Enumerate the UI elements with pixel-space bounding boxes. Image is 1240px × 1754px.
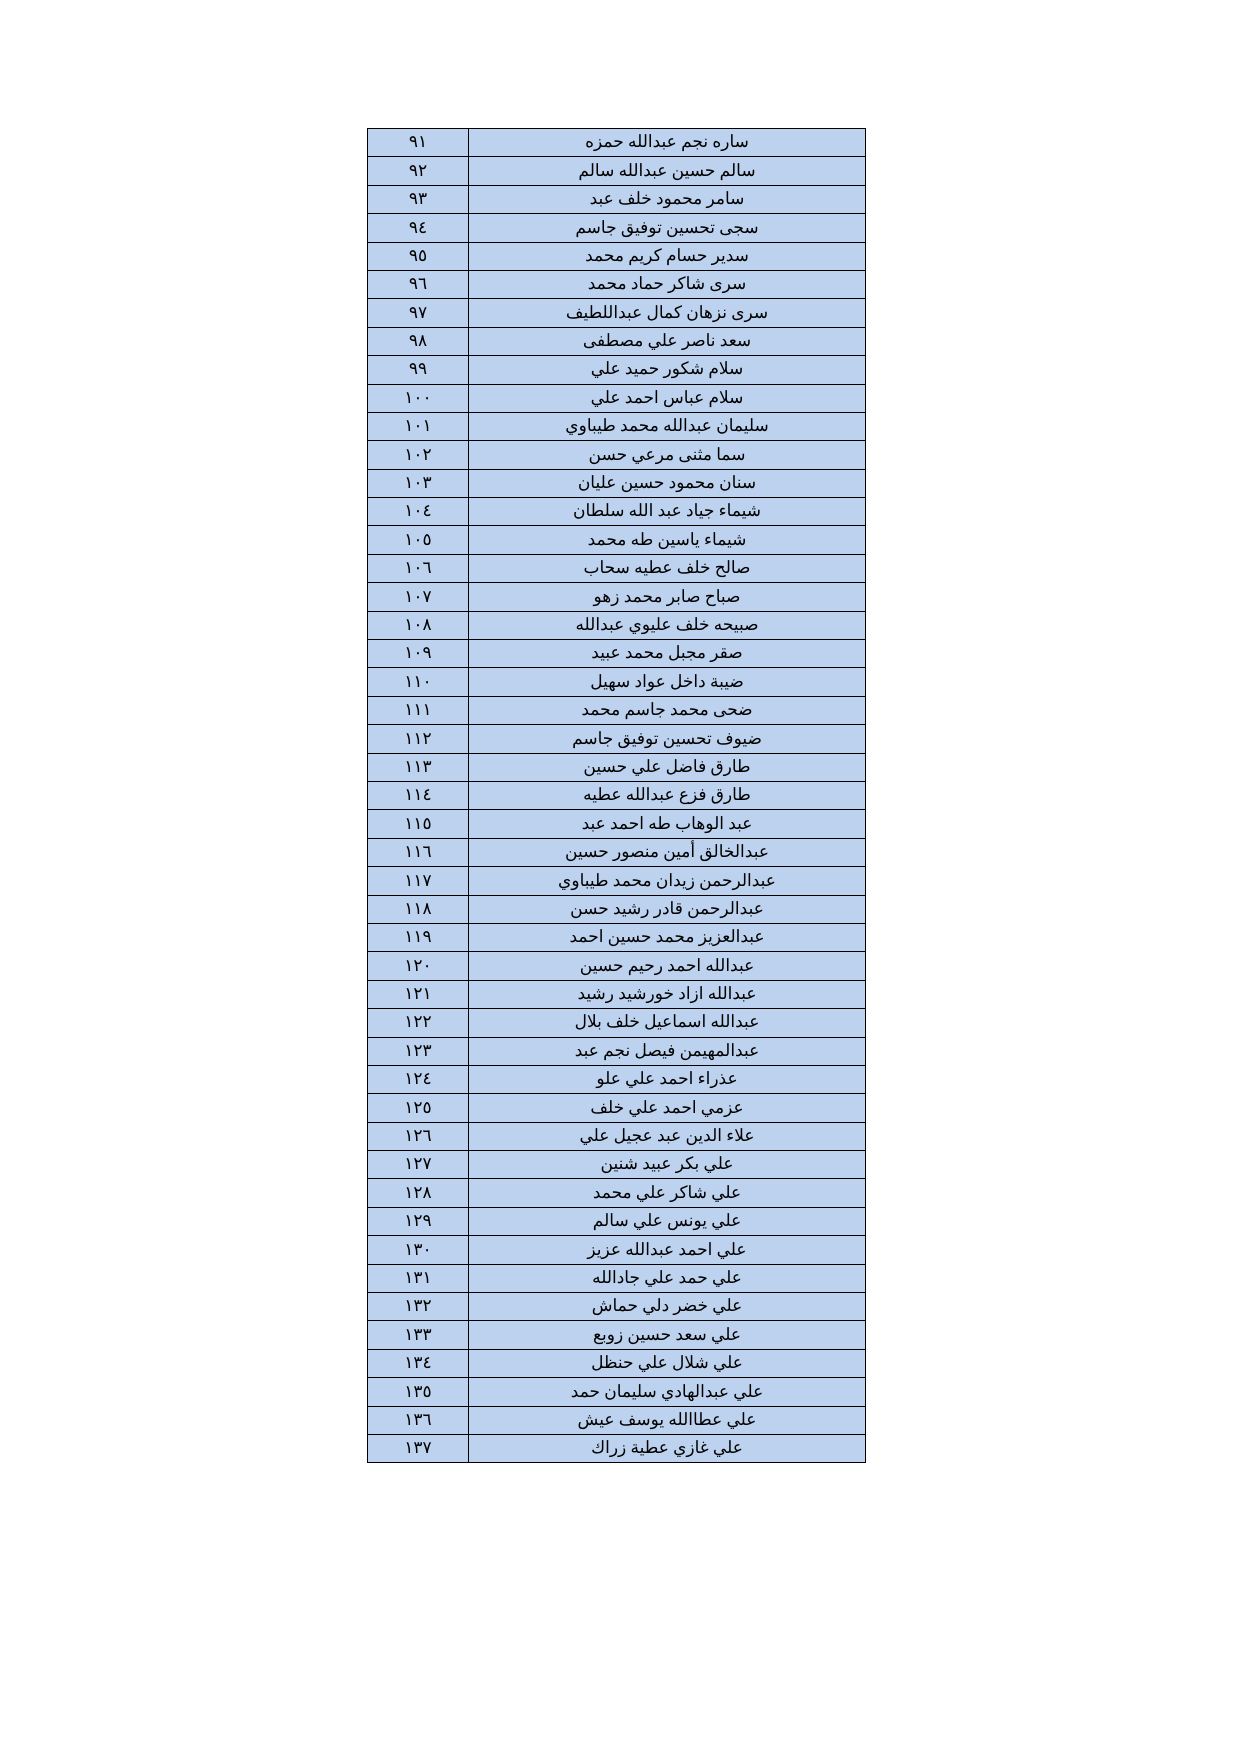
table-row: [368, 1151, 866, 1179]
table-row: [368, 696, 866, 724]
cell-number: ١١٤: [368, 781, 469, 809]
cell-number: ٩٨: [368, 327, 469, 355]
table-row: [368, 611, 866, 639]
cell-number: ١٣٣: [368, 1321, 469, 1349]
table-row: [368, 1065, 866, 1093]
table-row: [368, 1236, 866, 1264]
table-row: [368, 923, 866, 951]
cell-name: سرى نزهان كمال عبداللطيف: [469, 299, 866, 327]
table-row: [368, 1037, 866, 1065]
table-row: [368, 356, 866, 384]
cell-name: عذراء احمد علي علو: [469, 1065, 866, 1093]
table-row: [368, 327, 866, 355]
cell-name: علي شاكر علي محمد: [469, 1179, 866, 1207]
cell-name: سلام عباس احمد علي: [469, 384, 866, 412]
cell-name: علاء الدين عبد عجيل علي: [469, 1122, 866, 1150]
table-row: [368, 640, 866, 668]
table-row: [368, 242, 866, 270]
cell-name: ساره نجم عبدالله حمزه: [469, 129, 866, 157]
cell-number: ١٠٩: [368, 640, 469, 668]
cell-number: ١٠٥: [368, 526, 469, 554]
cell-name: سنان محمود حسين عليان: [469, 469, 866, 497]
cell-number: ١٣٧: [368, 1434, 469, 1462]
cell-name: صالح خلف عطيه سحاب: [469, 554, 866, 582]
cell-name: علي سعد حسين زوبع: [469, 1321, 866, 1349]
cell-number: ١١٥: [368, 810, 469, 838]
table-row: [368, 1406, 866, 1434]
cell-number: ١٠٠: [368, 384, 469, 412]
table-row: [368, 554, 866, 582]
cell-number: ١١١: [368, 696, 469, 724]
table-row: [368, 1207, 866, 1235]
table-row: [368, 781, 866, 809]
table-row: [368, 1378, 866, 1406]
names-table-body: [368, 129, 866, 1463]
cell-number: ١٠٧: [368, 583, 469, 611]
cell-name: علي عطاالله يوسف عيش: [469, 1406, 866, 1434]
cell-name: سدير حسام كريم محمد: [469, 242, 866, 270]
cell-number: ١١٣: [368, 753, 469, 781]
cell-name: شيماء ياسين طه محمد: [469, 526, 866, 554]
cell-number: ١٢٥: [368, 1094, 469, 1122]
table-row: [368, 867, 866, 895]
table-row: [368, 1321, 866, 1349]
cell-number: ٩٦: [368, 270, 469, 298]
cell-name: سامر محمود خلف عبد: [469, 185, 866, 213]
table-row: [368, 753, 866, 781]
cell-number: ١٠٦: [368, 554, 469, 582]
cell-number: ١٠٣: [368, 469, 469, 497]
table-row: [368, 810, 866, 838]
cell-number: ١٢٤: [368, 1065, 469, 1093]
cell-number: ١١٦: [368, 838, 469, 866]
cell-number: ١٣٥: [368, 1378, 469, 1406]
cell-name: عبدالعزيز محمد حسين احمد: [469, 923, 866, 951]
cell-number: ١٠٢: [368, 441, 469, 469]
cell-name: سالم حسين عبدالله سالم: [469, 157, 866, 185]
cell-name: علي احمد عبدالله عزيز: [469, 1236, 866, 1264]
cell-number: ١٣٤: [368, 1349, 469, 1377]
cell-name: عبدالله ازاد خورشيد رشيد: [469, 980, 866, 1008]
cell-number: ١٠٨: [368, 611, 469, 639]
cell-name: عبد الوهاب طه احمد عبد: [469, 810, 866, 838]
table-row: [368, 1122, 866, 1150]
cell-name: ضيبة داخل عواد سهيل: [469, 668, 866, 696]
cell-name: سما مثنى مرعي حسن: [469, 441, 866, 469]
cell-name: عبدالله احمد رحيم حسين: [469, 952, 866, 980]
cell-name: علي خضر دلي حماش: [469, 1293, 866, 1321]
table-row: [368, 725, 866, 753]
table-row: [368, 214, 866, 242]
cell-number: ٩٥: [368, 242, 469, 270]
cell-number: ٩٤: [368, 214, 469, 242]
cell-number: ١٣٠: [368, 1236, 469, 1264]
table-row: [368, 1179, 866, 1207]
cell-name: عبدالمهيمن فيصل نجم عبد: [469, 1037, 866, 1065]
table-row: [368, 668, 866, 696]
cell-number: ١٣٦: [368, 1406, 469, 1434]
cell-number: ١٠١: [368, 412, 469, 440]
table-row: [368, 498, 866, 526]
table-container: [386, 128, 866, 1463]
table-row: [368, 1349, 866, 1377]
table-row: [368, 1009, 866, 1037]
table-row: [368, 1264, 866, 1292]
cell-name: سعد ناصر علي مصطفى: [469, 327, 866, 355]
cell-number: ١٢٨: [368, 1179, 469, 1207]
table-row: [368, 157, 866, 185]
cell-number: ١٠٤: [368, 498, 469, 526]
cell-number: ٩٧: [368, 299, 469, 327]
cell-name: طارق فاضل علي حسين: [469, 753, 866, 781]
cell-name: شيماء جياد عبد الله سلطان: [469, 498, 866, 526]
cell-name: طارق فزع عبدالله عطيه: [469, 781, 866, 809]
table-row: [368, 1293, 866, 1321]
cell-name: علي يونس علي سالم: [469, 1207, 866, 1235]
cell-name: علي عبدالهادي سليمان حمد: [469, 1378, 866, 1406]
table-row: [368, 980, 866, 1008]
names-table: [367, 128, 866, 1463]
table-row: [368, 412, 866, 440]
table-row: [368, 583, 866, 611]
table-row: [368, 952, 866, 980]
cell-number: ٩٢: [368, 157, 469, 185]
table-row: [368, 1094, 866, 1122]
table-row: [368, 441, 866, 469]
table-row: [368, 270, 866, 298]
cell-name: سرى شاكر حماد محمد: [469, 270, 866, 298]
cell-number: ١١٧: [368, 867, 469, 895]
cell-number: ١٣١: [368, 1264, 469, 1292]
cell-number: ١١٢: [368, 725, 469, 753]
table-row: [368, 526, 866, 554]
cell-name: علي بكر عبيد شنين: [469, 1151, 866, 1179]
cell-name: علي شلال علي حنظل: [469, 1349, 866, 1377]
cell-number: ١٢٠: [368, 952, 469, 980]
cell-number: ١٣٢: [368, 1293, 469, 1321]
cell-name: عبدالخالق أمين منصور حسين: [469, 838, 866, 866]
cell-name: علي غازي عطية زراك: [469, 1434, 866, 1462]
cell-number: ١٢٧: [368, 1151, 469, 1179]
cell-name: صقر مجبل محمد عبيد: [469, 640, 866, 668]
cell-number: ١٢٩: [368, 1207, 469, 1235]
cell-number: ٩١: [368, 129, 469, 157]
cell-name: سلام شكور حميد علي: [469, 356, 866, 384]
cell-name: سجى تحسين توفيق جاسم: [469, 214, 866, 242]
cell-number: ٩٩: [368, 356, 469, 384]
cell-name: عبدالرحمن زيدان محمد طيباوي: [469, 867, 866, 895]
cell-name: ضحى محمد جاسم محمد: [469, 696, 866, 724]
table-row: [368, 384, 866, 412]
cell-name: عزمي احمد علي خلف: [469, 1094, 866, 1122]
cell-number: ١٢٢: [368, 1009, 469, 1037]
cell-name: صبيحه خلف عليوي عبدالله: [469, 611, 866, 639]
table-row: [368, 129, 866, 157]
cell-name: عبدالله اسماعيل خلف بلال: [469, 1009, 866, 1037]
cell-number: ١٢٣: [368, 1037, 469, 1065]
cell-name: ضيوف تحسين توفيق جاسم: [469, 725, 866, 753]
cell-number: ٩٣: [368, 185, 469, 213]
table-row: [368, 185, 866, 213]
table-row: [368, 1434, 866, 1462]
cell-number: ١١٠: [368, 668, 469, 696]
cell-number: ١٢١: [368, 980, 469, 1008]
cell-number: ١٢٦: [368, 1122, 469, 1150]
cell-name: سليمان عبدالله محمد طيباوي: [469, 412, 866, 440]
cell-name: علي حمد علي جادالله: [469, 1264, 866, 1292]
cell-name: صباح صابر محمد زهو: [469, 583, 866, 611]
cell-number: ١١٩: [368, 923, 469, 951]
table-row: [368, 895, 866, 923]
table-row: [368, 838, 866, 866]
cell-name: عبدالرحمن قادر رشيد حسن: [469, 895, 866, 923]
table-row: [368, 299, 866, 327]
table-row: [368, 469, 866, 497]
cell-number: ١١٨: [368, 895, 469, 923]
